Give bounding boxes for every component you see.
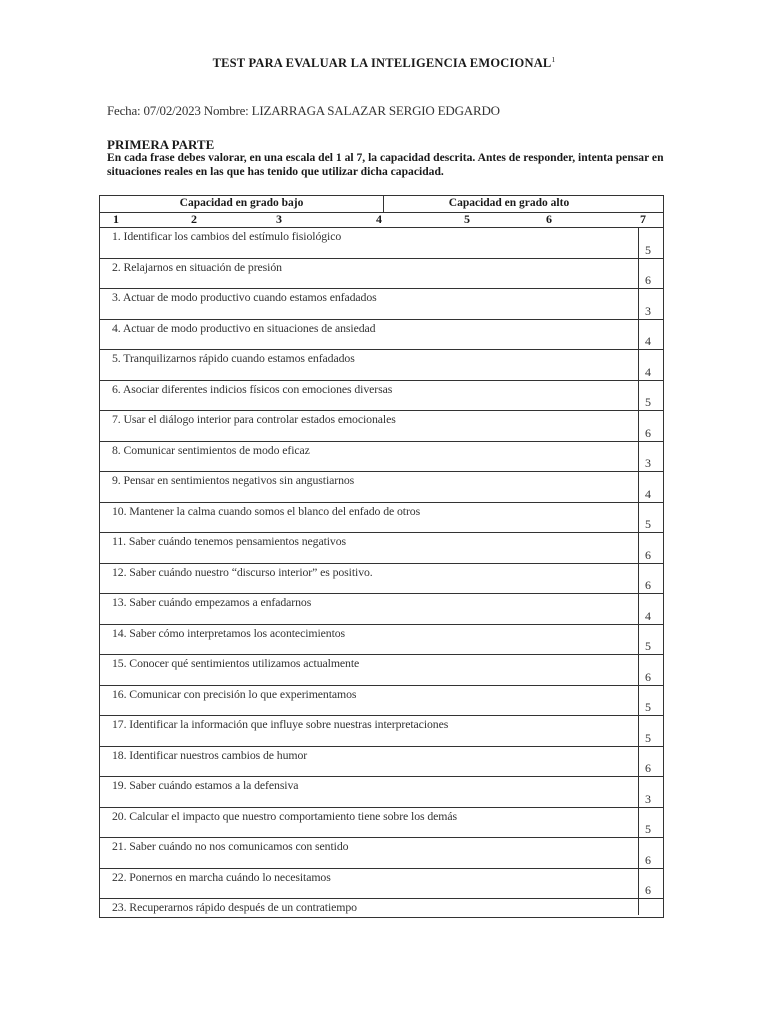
item-label: 5. Tranquilizarnos rápido cuando estamos enfadados <box>112 351 355 365</box>
table-row <box>100 899 663 915</box>
table-row <box>100 838 663 869</box>
item-label: 7. Usar el diálogo interior para controlar estados emocionales <box>112 412 396 426</box>
table-row <box>100 869 663 900</box>
scale-2: 2 <box>191 212 197 226</box>
table-row <box>100 411 663 442</box>
table-row <box>100 747 663 778</box>
table-row <box>100 777 663 808</box>
table-row <box>100 594 663 625</box>
score-value: 6 <box>645 425 651 440</box>
table-row <box>100 228 663 259</box>
score-value: 5 <box>645 639 651 653</box>
item-label: 19. Saber cuándo estamos a la defensiva <box>112 778 299 792</box>
item-label: 15. Conocer qué sentimientos utilizamos actualmente <box>112 656 360 670</box>
table-row <box>100 564 663 595</box>
score-value: 4 <box>645 486 651 501</box>
score-cell <box>638 777 663 807</box>
item-label: 18. Identificar nuestros cambios de humor <box>112 747 308 762</box>
section-title: PRIMERA PARTE <box>107 137 215 152</box>
item-label: 13. Saber cuándo empezamos a enfadarnos <box>112 595 312 609</box>
table-row <box>100 808 663 839</box>
score-cell <box>638 472 663 502</box>
score-cell <box>638 564 663 594</box>
item-label: 1. Identificar los cambios del estímulo fisiológico <box>112 229 342 243</box>
score-cell <box>638 899 663 915</box>
score-value: 3 <box>645 791 651 806</box>
score-value: 6 <box>645 669 651 684</box>
score-cell <box>638 625 663 655</box>
score-cell <box>638 381 663 411</box>
score-value: 6 <box>645 883 651 897</box>
item-label: 16. Comunicar con precisión lo que experimentamos <box>112 686 357 701</box>
score-value: 6 <box>645 852 651 867</box>
score-value: 6 <box>645 578 651 592</box>
score-value: 6 <box>645 273 651 287</box>
score-value: 5 <box>645 822 651 836</box>
score-cell <box>638 747 663 777</box>
table-header-row <box>100 196 663 213</box>
table-row <box>100 503 663 534</box>
table-row <box>100 442 663 473</box>
score-value: 5 <box>645 395 651 409</box>
document-title <box>0 55 768 71</box>
table-row <box>100 625 663 656</box>
score-value: 5 <box>645 700 651 714</box>
scale-5: 5 <box>464 212 470 226</box>
score-value: 3 <box>645 456 651 470</box>
score-cell <box>638 808 663 838</box>
score-cell <box>638 228 663 258</box>
item-label: 8. Comunicar sentimientos de modo eficaz <box>112 442 310 457</box>
table-row <box>100 472 663 503</box>
item-label: 21. Saber cuándo no nos comunicamos con sentido <box>112 839 349 853</box>
item-label: 10. Mantener la calma cuando somos el blanco del enfado de otros <box>112 503 421 518</box>
table-row <box>100 686 663 717</box>
score-value: 5 <box>645 242 651 257</box>
table-row <box>100 320 663 351</box>
table-row <box>100 716 663 747</box>
score-value: 5 <box>645 517 651 531</box>
header-high-capacity: Capacidad en grado alto <box>448 197 570 209</box>
item-label: 9. Pensar en sentimientos negativos sin angustiarnos <box>112 473 355 487</box>
score-value: 3 <box>645 303 651 318</box>
score-value: 5 <box>645 730 651 745</box>
item-label: 12. Saber cuándo nuestro “discurso interior” es positivo. <box>112 564 373 579</box>
score-cell <box>638 350 663 380</box>
score-value: 6 <box>645 547 651 562</box>
score-cell <box>638 838 663 868</box>
title-text: TEST PARA EVALUAR LA INTELIGENCIA EMOCIONAL <box>212 56 552 71</box>
score-cell <box>638 533 663 563</box>
item-rows <box>100 228 663 915</box>
table-row <box>100 350 663 381</box>
score-cell <box>638 686 663 716</box>
table-row <box>100 259 663 290</box>
table-row <box>100 289 663 320</box>
table-row <box>100 655 663 686</box>
score-cell <box>638 655 663 685</box>
item-label: 6. Asociar diferentes indicios físicos con emociones diversas <box>112 381 393 396</box>
scale-6: 6 <box>546 212 552 226</box>
score-cell <box>638 869 663 899</box>
item-label: 14. Saber cómo interpretamos los acontecimientos <box>112 625 346 640</box>
date-name-line: Fecha: 07/02/2023 Nombre: LIZARRAGA SALAZAR SERGIO EDGARDO <box>107 103 500 118</box>
score-cell <box>638 411 663 441</box>
item-label: 3. Actuar de modo productivo cuando estamos enfadados <box>112 290 377 304</box>
score-cell <box>638 716 663 746</box>
item-label: 22. Ponernos en marcha cuándo lo necesitamos <box>112 869 331 884</box>
score-cell <box>638 594 663 624</box>
table-row <box>100 533 663 564</box>
title-footnote: 1 <box>551 55 556 64</box>
score-value: 4 <box>645 364 651 379</box>
table-row <box>100 381 663 412</box>
header-low-capacity: Capacidad en grado bajo <box>100 196 384 212</box>
item-label: 4. Actuar de modo productivo en situaciones de ansiedad <box>112 320 376 335</box>
score-value: 4 <box>645 334 651 348</box>
item-label: 2. Relajarnos en situación de presión <box>112 259 282 274</box>
scale-4: 4 <box>376 212 382 226</box>
item-label: 17. Identificar la información que influye sobre nuestras interpretaciones <box>112 717 449 731</box>
scale-7: 7 <box>640 212 646 226</box>
item-label: 23. Recuperarnos rápido después de un contratiempo <box>112 900 357 914</box>
score-value: 4 <box>645 608 651 623</box>
instructions-text: En cada frase debes valorar, en una escala del 1 al 7, la capacidad descrita. Antes de responder, intenta pensar en situaciones reales en las que has tenido que utilizar dicha capacidad. <box>107 151 664 178</box>
score-cell <box>638 503 663 533</box>
scale-1: 1 <box>113 212 119 226</box>
score-cell <box>638 442 663 472</box>
score-cell <box>638 320 663 350</box>
scale-3: 3 <box>276 212 282 226</box>
item-label: 11. Saber cuándo tenemos pensamientos negativos <box>112 534 347 548</box>
item-label: 20. Calcular el impacto que nuestro comportamiento tiene sobre los demás <box>112 808 457 823</box>
score-value: 6 <box>645 761 651 775</box>
score-cell <box>638 259 663 289</box>
scale-header-row <box>100 212 663 228</box>
assessment-table <box>99 195 664 918</box>
score-cell <box>638 289 663 319</box>
